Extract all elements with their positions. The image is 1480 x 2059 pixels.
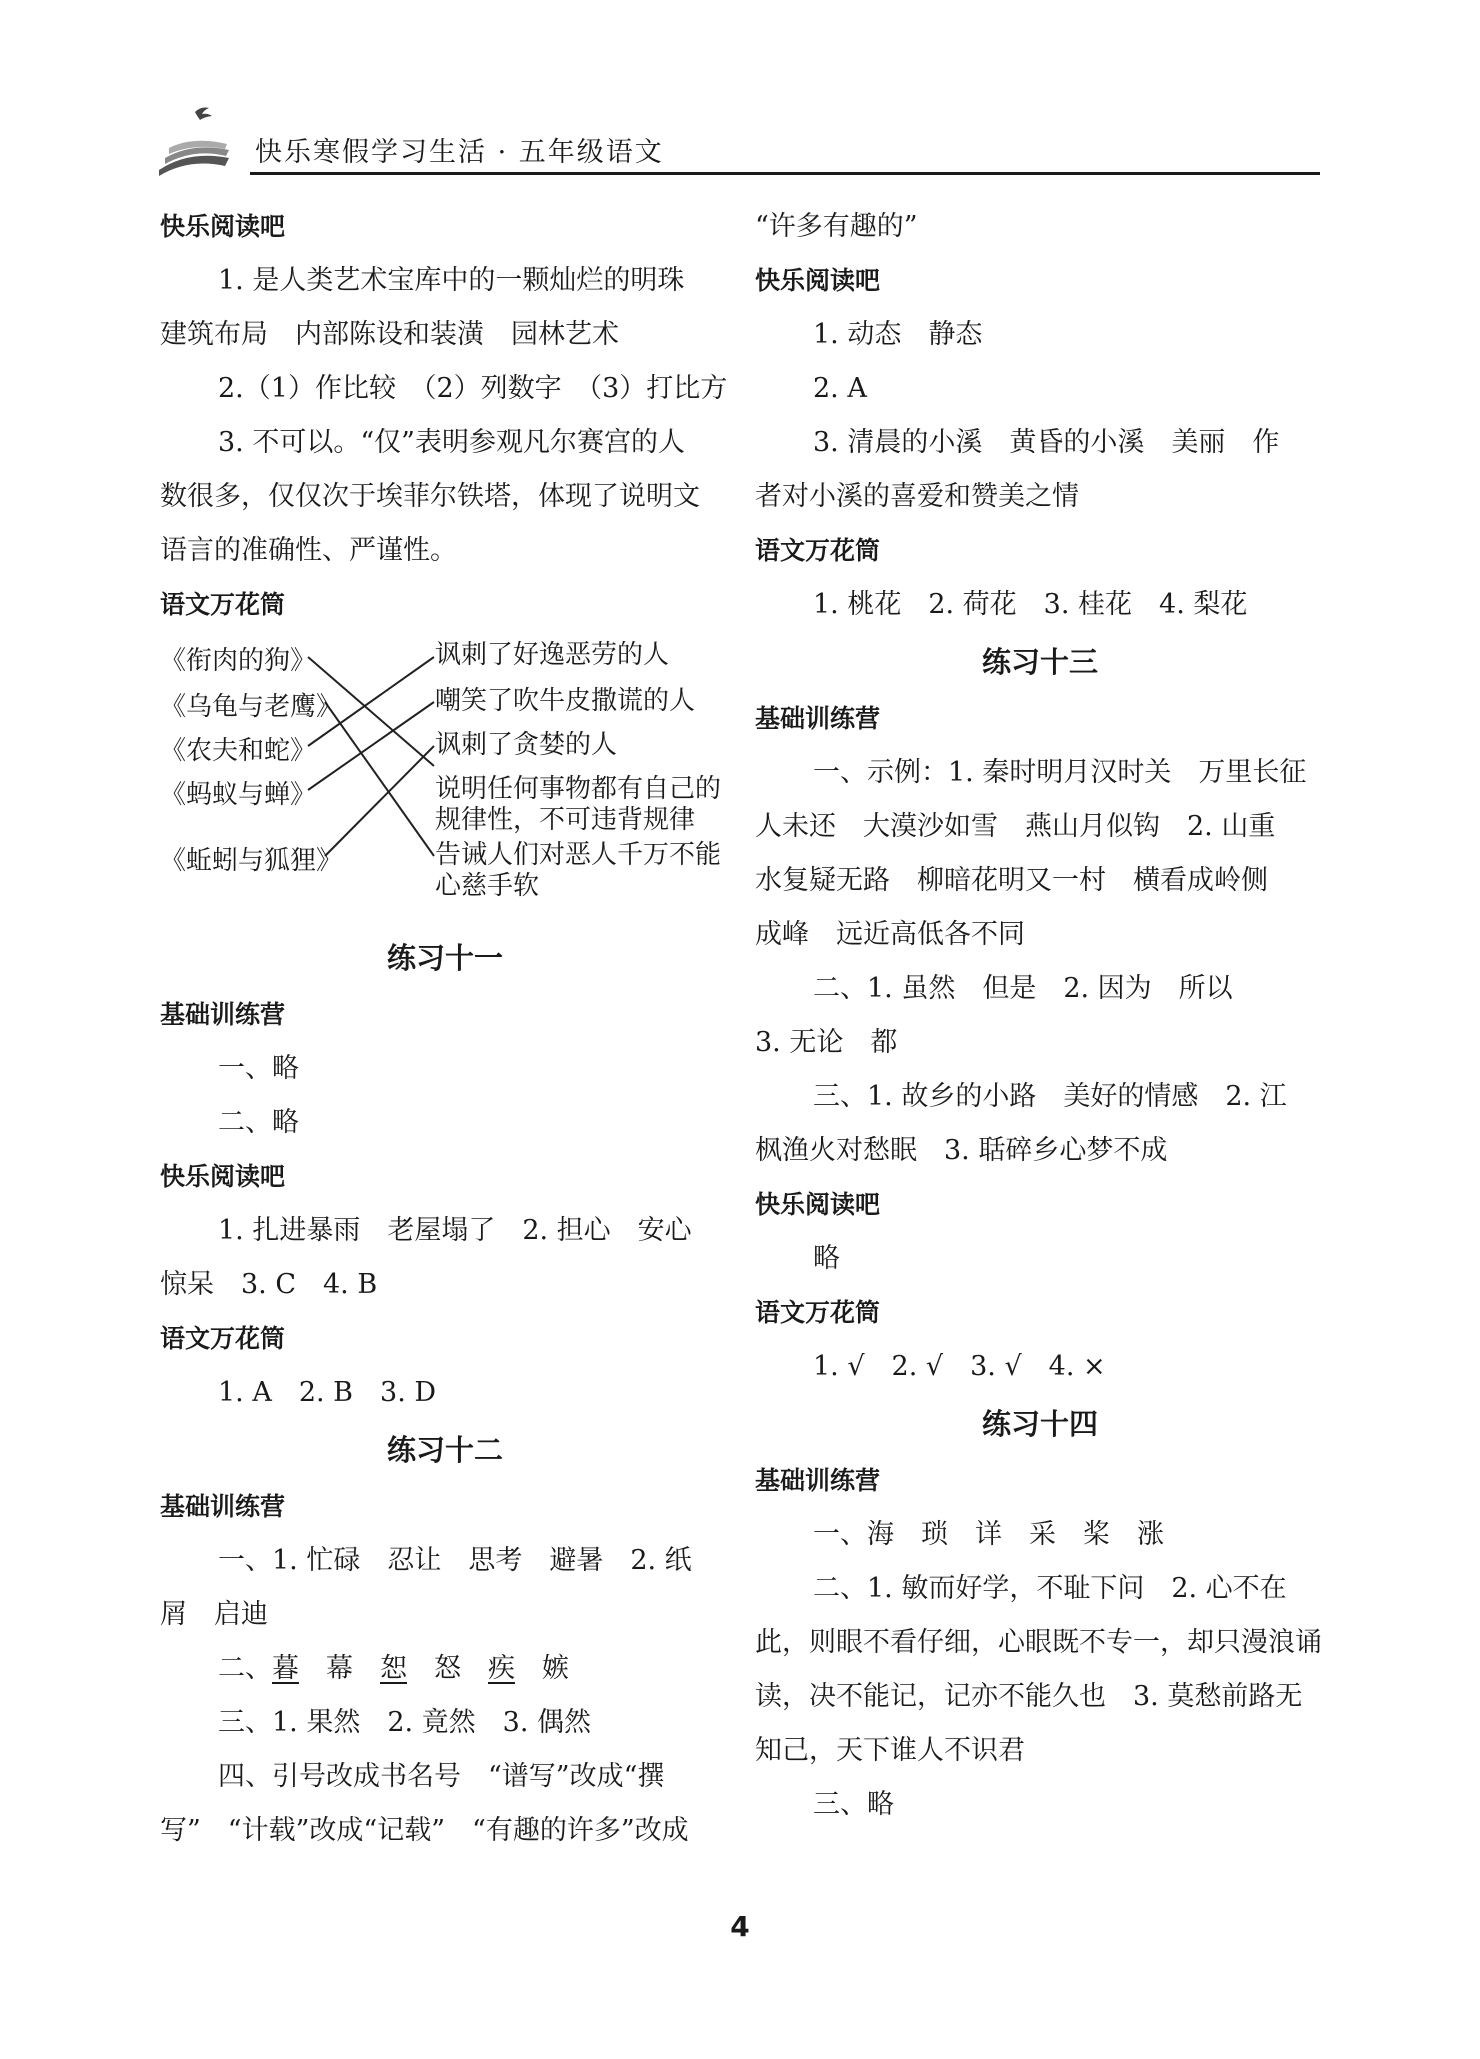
answer-line: 一、1. 忙碌 忍让 思考 避暑 2. 纸 <box>218 1545 692 1576</box>
right-column <box>755 200 1325 1832</box>
answer-line: 2. A <box>813 373 867 404</box>
answer-line: 2.（1）作比较 （2）列数字 （3）打比方 <box>218 373 728 404</box>
match-line <box>325 702 434 856</box>
fable-title: 《蚂蚁与蝉》 <box>160 780 317 810</box>
section-heading: 基础训练营 <box>160 1492 286 1521</box>
answer-line: 惊呆 3. C 4. B <box>160 1269 378 1300</box>
answer-line: 3. 不可以。“仅”表明参观凡尔赛宫的人 <box>218 427 685 458</box>
underlined-character: 恕 <box>380 1653 407 1684</box>
section-heading: 基础训练营 <box>755 1466 881 1495</box>
answer-line: 读，决不能记，记亦不能久也 3. 莫愁前路无 <box>755 1681 1303 1712</box>
left-column <box>160 200 730 1858</box>
answer-line: 二、1. 虽然 但是 2. 因为 所以 <box>813 973 1233 1004</box>
section-heading: 快乐阅读吧 <box>755 266 881 295</box>
page-number: 4 <box>730 1910 750 1943</box>
section-heading: 语文万花筒 <box>755 536 881 565</box>
exercise-title: 练习十三 <box>981 645 1098 679</box>
header-title: 快乐寒假学习生活 · 五年级语文 <box>255 137 664 168</box>
fable-title: 《乌龟与老鹰》 <box>160 692 343 722</box>
fable-matching-exercise <box>160 638 730 928</box>
answer-line: 此，则眼不看仔细，心眼既不专一，却只漫浪诵 <box>755 1627 1322 1658</box>
fable-moral: 讽刺了贪婪的人 <box>435 730 618 760</box>
answer-line: 者对小溪的喜爱和赞美之情 <box>755 481 1079 512</box>
section-heading: 基础训练营 <box>755 704 881 733</box>
answer-line: 二、1. 敏而好学，不耻下问 2. 心不在 <box>813 1573 1287 1604</box>
exercise-title: 练习十二 <box>386 1433 503 1467</box>
answer-line: 一、略 <box>218 1053 299 1084</box>
answer-line: 成峰 远近高低各不同 <box>755 919 1025 950</box>
answer-line: 略 <box>813 1243 840 1274</box>
fable-moral: 告诫人们对恶人千万不能 心慈手软 <box>435 840 722 901</box>
answer-line: 三、1. 故乡的小路 美好的情感 2. 江 <box>813 1081 1287 1112</box>
header-divider <box>250 172 1320 175</box>
fable-moral: 说明任何事物都有自己的 规律性，不可违背规律 <box>435 774 722 835</box>
fable-title: 《蚯蚓与狐狸》 <box>160 846 343 876</box>
character: 幕 <box>326 1653 353 1684</box>
character: 嫉 <box>542 1653 569 1684</box>
character: 怒 <box>434 1653 461 1684</box>
answer-line: 3. 清晨的小溪 黄昏的小溪 美丽 作 <box>813 427 1280 458</box>
answer-line: 三、1. 果然 2. 竟然 3. 偶然 <box>218 1707 592 1738</box>
answer-line: 水复疑无路 柳暗花明又一村 横看成岭侧 <box>755 865 1268 896</box>
book-and-bird-icon <box>155 100 255 182</box>
underlined-character: 暮 <box>272 1653 299 1684</box>
answer-line: 1. 桃花 2. 荷花 3. 桂花 4. 梨花 <box>813 589 1248 620</box>
answer-line: 语言的准确性、严谨性。 <box>160 535 457 566</box>
answer-line <box>160 1642 730 1696</box>
answer-line: 1. A 2. B 3. D <box>218 1377 437 1408</box>
exercise-title: 练习十一 <box>386 941 503 975</box>
section-heading: 快乐阅读吧 <box>160 212 286 241</box>
section-heading: 语文万花筒 <box>160 590 286 619</box>
answer-line: “许多有趣的” <box>755 211 918 242</box>
fable-title: 《衔肉的狗》 <box>160 646 317 676</box>
answer-line: 1. √ 2. √ 3. √ 4. × <box>813 1351 1106 1382</box>
answer-line: 1. 是人类艺术宝库中的一颗灿烂的明珠 <box>218 265 685 296</box>
answer-line: 人未还 大漠沙如雪 燕山月似钩 2. 山重 <box>755 811 1276 842</box>
section-heading: 语文万花筒 <box>160 1324 286 1353</box>
answer-line: 一、海 琐 详 采 桨 涨 <box>813 1519 1164 1550</box>
answer-line: 数很多，仅仅次于埃菲尔铁塔，体现了说明文 <box>160 481 700 512</box>
fable-moral: 嘲笑了吹牛皮撒谎的人 <box>435 686 696 716</box>
answer-line: 1. 扎进暴雨 老屋塌了 2. 担心 安心 <box>218 1215 692 1246</box>
answer-line: 三、略 <box>813 1789 894 1820</box>
answer-line: 1. 动态 静态 <box>813 319 983 350</box>
fable-title: 《农夫和蛇》 <box>160 736 317 766</box>
answer-line: 屑 启迪 <box>160 1599 268 1630</box>
answer-line: 一、示例：1. 秦时明月汉时关 万里长征 <box>813 757 1307 788</box>
section-heading: 快乐阅读吧 <box>160 1162 286 1191</box>
underlined-character: 疾 <box>488 1653 515 1684</box>
answer-line: 四、引号改成书名号 “谱写”改成“撰 <box>218 1761 665 1792</box>
section-heading: 语文万花筒 <box>755 1298 881 1327</box>
answer-line: 建筑布局 内部陈设和装潢 园林艺术 <box>160 319 619 350</box>
page-header <box>155 100 1320 182</box>
answer-line: 枫渔火对愁眠 3. 聒碎乡心梦不成 <box>755 1135 1168 1166</box>
fable-moral: 讽刺了好逸恶劳的人 <box>435 640 670 670</box>
answer-line: 知己，天下谁人不识君 <box>755 1735 1025 1766</box>
answer-prefix: 二、 <box>218 1653 272 1684</box>
section-heading: 基础训练营 <box>160 1000 286 1029</box>
answer-line: 二、略 <box>218 1107 299 1138</box>
answer-line: 写” “计载”改成“记载” “有趣的许多”改成 <box>160 1815 689 1846</box>
answer-line: 3. 无论 都 <box>755 1027 898 1058</box>
section-heading: 快乐阅读吧 <box>755 1190 881 1219</box>
exercise-title: 练习十四 <box>981 1407 1098 1441</box>
